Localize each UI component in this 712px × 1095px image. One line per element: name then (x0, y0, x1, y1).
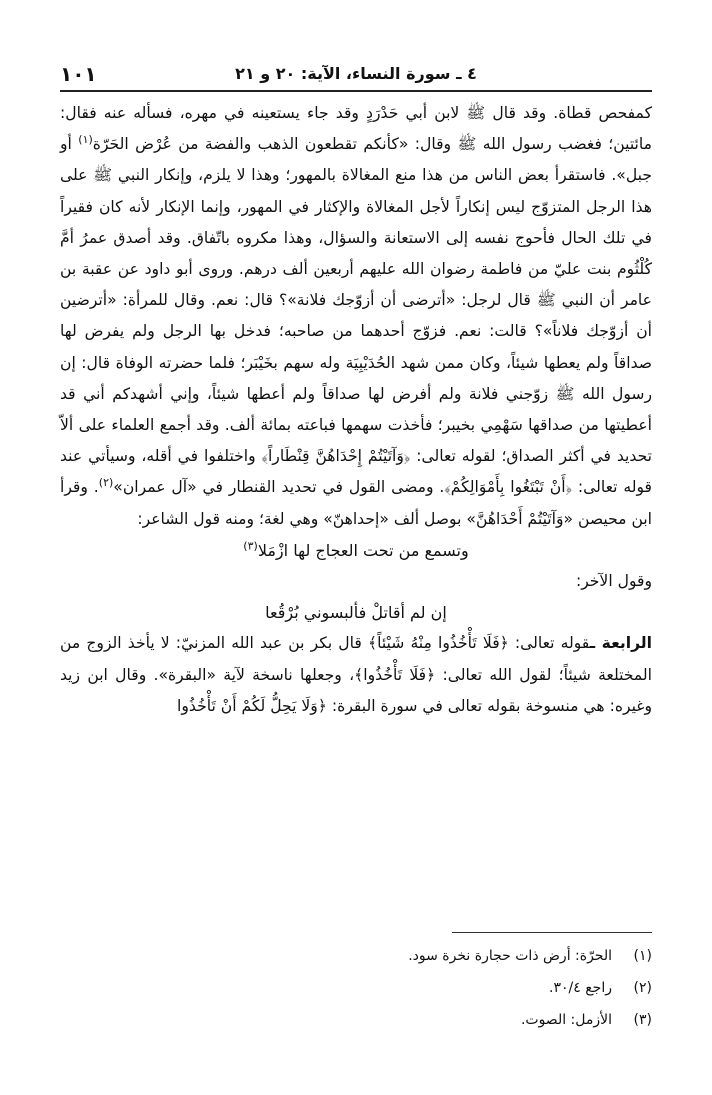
footnote (60, 1004, 652, 1036)
footnote-text: الحرّة: أرض ذات حجارة نخرة سود. (408, 948, 612, 964)
running-title: ٤ ـ سورة النساء، الآية: ٢٠ و ٢١ (235, 64, 477, 83)
poetry-verse-1 (60, 535, 652, 566)
footnote-number: (١) (633, 948, 652, 964)
footnote-ref-2: (٢) (98, 476, 114, 490)
paragraph-main (60, 98, 652, 535)
footnote-text: راجع ٣٠/٤. (549, 980, 612, 996)
other-poet-label: وقول الآخر: (575, 572, 652, 591)
paragraph-fourth-text: قوله تعالى: ﴿فَلَا تَأْخُذُوا مِنْهُ شَيْئاً﴾ قال بكر بن عبد الله المزنيّ: لا يأخذ الزوج من المختلعة شيئاً؛ لقول الله تعالى: ﴿فَلَا تَأْخُذُوا﴾، وجعلها ناسخة لآية «البقرة». وقال ابن زيد وغيره: هي منسوخة بقوله تعالى في سورة البقرة: ﴿وَلَا يَحِلُّ لَكُمْ أَنْ تَأْخُذُوا (60, 634, 652, 715)
footnote-ref-1: (١) (78, 133, 93, 147)
poetry-verse-2: إن لم أقاتلْ فألبسوني بُرْقُعا (265, 603, 447, 623)
footnote (60, 940, 652, 972)
text-part-3: . وقرأ ابن محيصن «وَآتَيْتُمْ أَحْدَاهُنَّ» بوصل ألف «إحداهنّ» وهي لغة؛ ومنه قول الشاعر: (60, 478, 652, 528)
footnote (60, 972, 652, 1004)
section-label-fourth: الرابعة ـ (589, 634, 652, 653)
verse-1-text: وتسمع من تحت العجاج لها ازْمَلا (257, 540, 469, 560)
footnote-number: (٢) (633, 980, 652, 996)
footnotes (60, 940, 652, 1036)
page-header (60, 54, 652, 92)
text-part-1: كمفحص قطاة. وقد قال ﷺ لابن أبي حَدْرَدٍ وقد جاء يستعينه في مهره، فسأله عنه فقال: مائتين؛ فغضب رسول الله ﷺ وقال: «كأنكم تقطعون الذهب والفضة من عُرْض الحَرّة (60, 104, 652, 154)
main-text (60, 98, 652, 722)
footnote-divider (452, 932, 652, 933)
paragraph-fourth (60, 628, 652, 722)
page-number: ١٠١ (60, 62, 97, 86)
footnote-text: الأزمل: الصوت. (520, 1012, 612, 1028)
text-part-2: أو جبل». فاستقرأ بعض الناس من هذا منع المغالاة بالمهور؛ وهذا لا يلزم، وإنكار النبي ﷺ على هذا الرجل المتزوّج ليس إنكاراً لأجل المغالاة والإكثار في المهور، وإنما الإنكار لأنه كان فقيراً في تلك الحال فأحوج نفسه إلى الاستعانة والسؤال، وهذا مكروه باتّفاق. وقد أصدق عمرُ أمَّ كُلْثُوم بنت عليّ من فاطمة رضوان الله عليهم أربعين ألف درهم. وروى أبو داود عن عقبة بن عامر أن النبي ﷺ قال لرجل: «أترضى أن أزوّجك فلانة»؟ قال: نعم. وقال للمرأة: «أترضين أن أزوّجك فلاناً»؟ قالت: نعم. فزوّج أحدهما من صاحبه؛ فدخل بها الرجل ولم يفرض لها صداقاً ولم يعطها شيئاً، وكان ممن شهد الحُدَيْبِيَة وله سهم بخَيْبَر؛ فلما حضرته الوفاة قال: إن رسول الله ﷺ زوّجني فلانة ولم أفرض لها صداقاً ولم أعطها شيئاً، وإني أشهدكم أني قد أعطيتها من صداقها سَهْمِي بخيبر؛ فأخذت سهمها فباعته بمائة ألف. وقد أجمع العلماء على ألاّ تحديد في أكثر الصداق؛ لقوله تعالى: ﴿وَآتَيْتُمْ إِحْدَاهُنَّ قِنْطَاراً﴾ واختلفوا في أقله، وسيأتي عند قوله تعالى: ﴿أَنْ تَبْتَغُوا بِأَمْوَالِكُمْ﴾. ومضى القول في تحديد القنطار في «آل عمران» (60, 135, 653, 497)
footnote-ref-3: (٣) (243, 539, 258, 553)
footnote-number: (٣) (633, 1012, 652, 1028)
